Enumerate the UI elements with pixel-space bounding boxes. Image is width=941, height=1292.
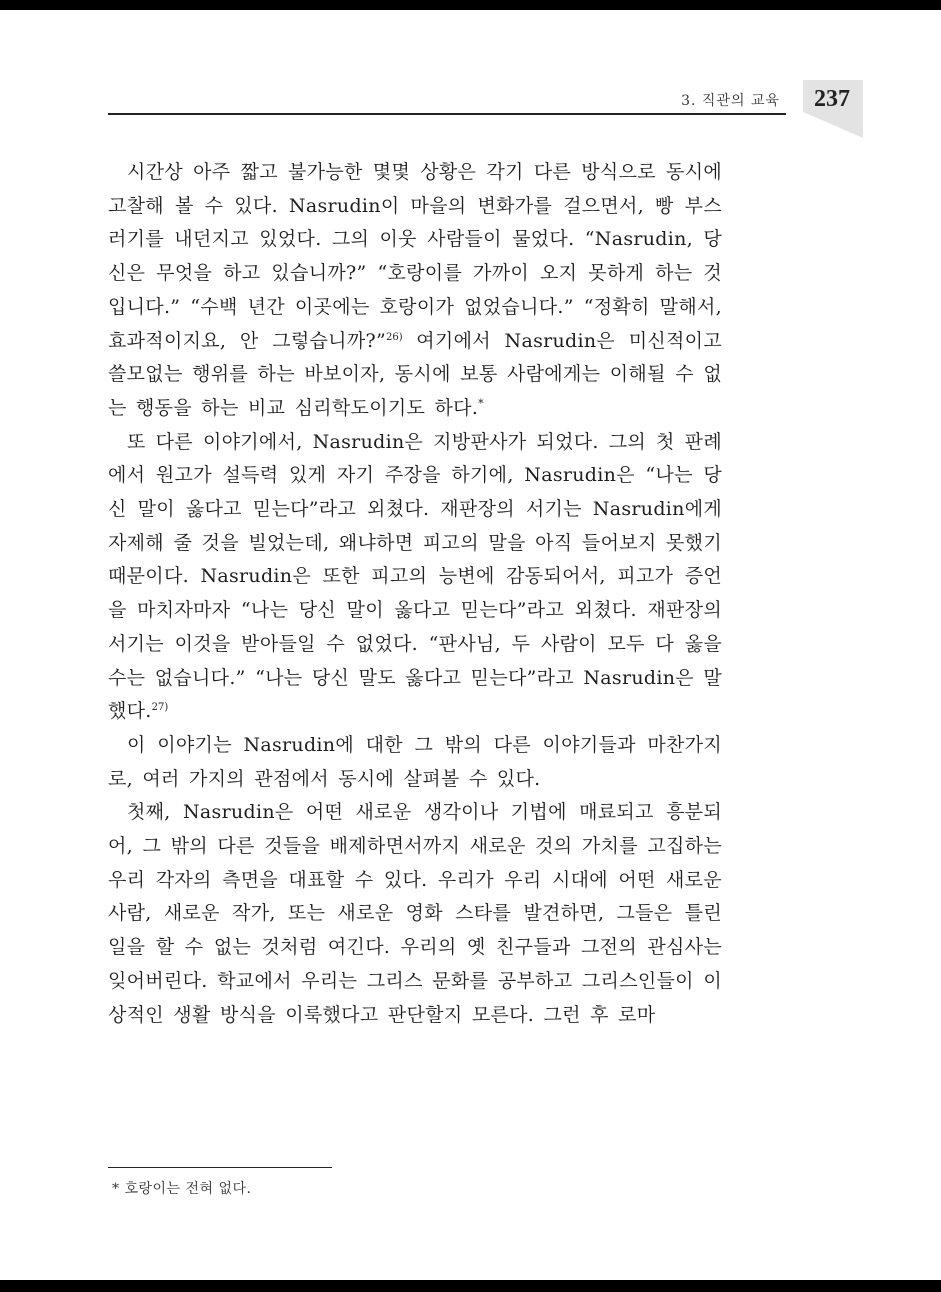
running-head: 3. 직관의 교육	[681, 93, 780, 109]
top-border	[0, 0, 941, 10]
body-text	[108, 156, 722, 1032]
text-run: 또 다른 이야기에서, Nasrudin은 지방판사가 되었다. 그의 첫 판례에서 원고가 설득력 있게 자기 주장을 하기에, Nasrudin은 “나는 당신 말이 옳다고 믿는다”라고 외쳤다. 재판장의 서기는 Nasrudin에게 자제해 줄 것을 빌었는데, 왜냐하면 피고의 말을 아직 들어보지 못했기 때문이다. Nasrudin은 또한 피고의 능변에 감동되어서, 피고가 증언을 마치자마자 “나는 당신 말이 옳다고 믿는다”라고 외쳤다. 재판장의 서기는 이것을 받아들일 수 없었다. “판사님, 두 사람이 모두 다 옳을 수는 없습니다.” “나는 당신 말도 옳다고 믿는다”라고 Nasrudin은 말했다.	[108, 430, 722, 723]
footnote-ref-26: 26)	[385, 331, 403, 343]
footnote-rule	[108, 1167, 332, 1168]
text-run: 여기에서 Nasrudin은 미신적이고 쓸모없는 행위를 하는 바보이자, 동시에 보통 사람에게는 이해될 수 없는 행동을 하는 비교 심리학도이기도 하다.	[108, 329, 722, 419]
text-run: 이 이야기는 Nasrudin에 대한 그 밖의 다른 이야기들과 마찬가지로, 여러 가지의 관점에서 동시에 살펴볼 수 있다.	[108, 733, 722, 790]
header-rule	[108, 113, 786, 115]
bottom-border	[0, 1280, 941, 1292]
paragraph	[108, 796, 722, 1032]
paragraph	[108, 729, 722, 796]
footnote: * 호랑이는 전혀 없다.	[112, 1181, 252, 1197]
paragraph	[108, 156, 722, 426]
text-run: 시간상 아주 짧고 불가능한 몇몇 상황은 각기 다른 방식으로 동시에 고찰해 볼 수 있다. Nasrudin이 마을의 변화가를 걸으면서, 빵 부스러기를 내던지고 있었다. 그의 이웃 사람들이 물었다. “Nasrudin, 당신은 무엇을 하고 있습니까?” “호랑이를 가까이 오지 못하게 하는 것입니다.” “수백 년간 이곳에는 호랑이가 없었습니다.” “정확히 말해서, 효과적이지요, 안 그렇습니까?”	[108, 161, 722, 352]
footnote-ref-27: 27)	[151, 702, 169, 714]
text-run: 첫째, Nasrudin은 어떤 새로운 생각이나 기법에 매료되고 흥분되어, 그 밖의 다른 것들을 배제하면서까지 새로운 것의 가치를 고집하는 우리 각자의 측면을 대표할 수 있다. 우리가 우리 시대에 어떤 새로운 사람, 새로운 작가, 또는 새로운 영화 스타를 발견하면, 그들은 틀린 일을 할 수 없는 것처럼 여긴다. 우리의 옛 친구들과 그전의 관심사는 잊어버린다. 학교에서 우리는 그리스 문화를 공부하고 그리스인들이 이상적인 생활 방식을 이룩했다고 판단할지 모른다. 그런 후 로마	[108, 801, 722, 1026]
paragraph	[108, 426, 722, 729]
page-number: 237	[814, 86, 850, 112]
footnote-marker: *	[478, 396, 484, 410]
